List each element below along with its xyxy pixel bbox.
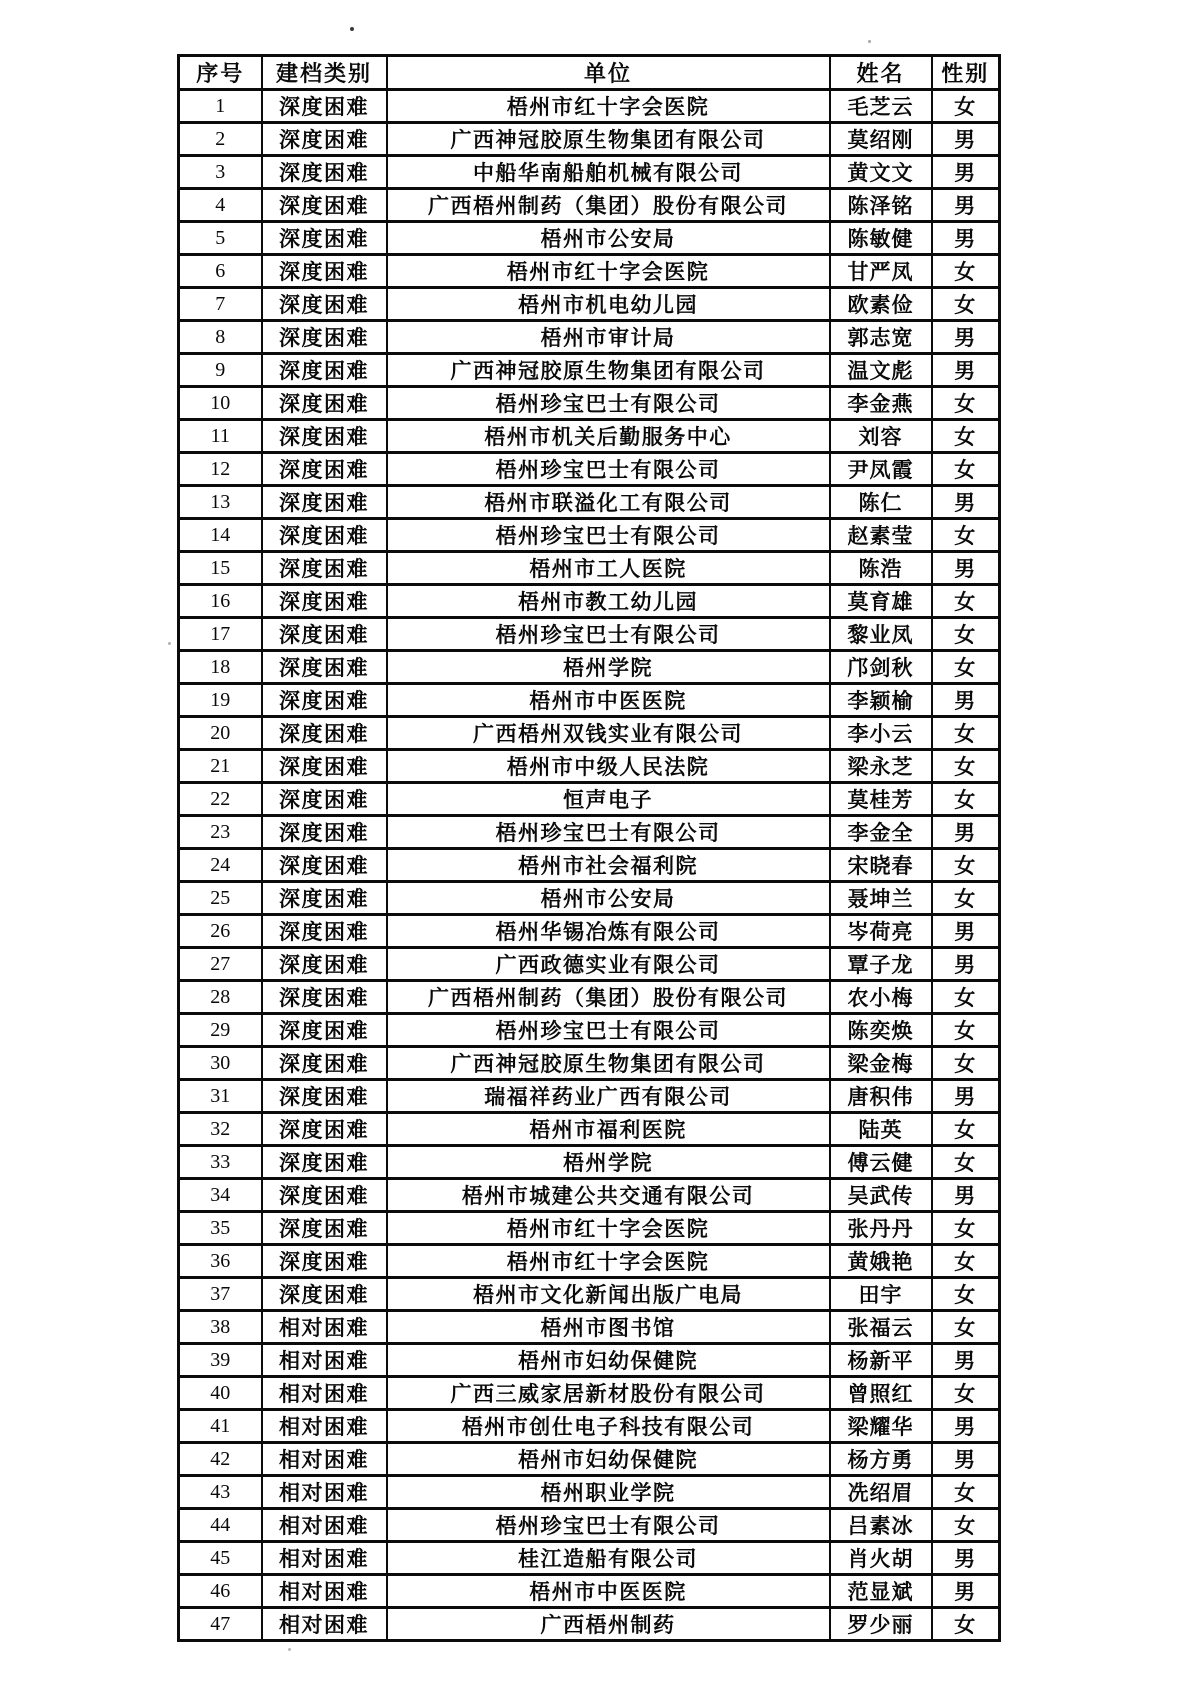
cell-name: 甘严凤	[830, 255, 932, 288]
cell-gender: 男	[932, 915, 1000, 948]
cell-category: 深度困难	[262, 1146, 387, 1179]
cell-serial: 31	[179, 1080, 262, 1113]
table-row	[179, 1179, 1000, 1212]
cell-name: 梁耀华	[830, 1410, 932, 1443]
cell-category: 深度困难	[262, 618, 387, 651]
cell-unit: 梧州市创仕电子科技有限公司	[387, 1410, 830, 1443]
cell-category: 深度困难	[262, 123, 387, 156]
table-row	[179, 1113, 1000, 1146]
cell-unit: 梧州市社会福利院	[387, 849, 830, 882]
cell-serial: 43	[179, 1476, 262, 1509]
cell-gender: 男	[932, 1344, 1000, 1377]
cell-unit: 梧州市中医医院	[387, 684, 830, 717]
cell-unit: 梧州市公安局	[387, 882, 830, 915]
cell-unit: 广西神冠胶原生物集团有限公司	[387, 1047, 830, 1080]
cell-name: 郭志宽	[830, 321, 932, 354]
cell-name: 岑荷亮	[830, 915, 932, 948]
cell-gender: 男	[932, 948, 1000, 981]
scan-speck	[868, 40, 871, 43]
cell-category: 相对困难	[262, 1608, 387, 1641]
cell-serial: 15	[179, 552, 262, 585]
cell-gender: 女	[932, 1146, 1000, 1179]
cell-name: 陈敏健	[830, 222, 932, 255]
cell-serial: 44	[179, 1509, 262, 1542]
cell-unit: 广西梧州双钱实业有限公司	[387, 717, 830, 750]
cell-name: 肖火胡	[830, 1542, 932, 1575]
table-row	[179, 1080, 1000, 1113]
table-row	[179, 1212, 1000, 1245]
table-row	[179, 1014, 1000, 1047]
cell-gender: 男	[932, 1080, 1000, 1113]
cell-serial: 20	[179, 717, 262, 750]
cell-unit: 梧州市红十字会医院	[387, 255, 830, 288]
cell-gender: 男	[932, 321, 1000, 354]
cell-category: 深度困难	[262, 90, 387, 123]
cell-name: 尹凤霞	[830, 453, 932, 486]
table-row	[179, 453, 1000, 486]
cell-gender: 女	[932, 1608, 1000, 1641]
cell-unit: 广西梧州制药（集团）股份有限公司	[387, 189, 830, 222]
cell-name: 杨新平	[830, 1344, 932, 1377]
table-row	[179, 255, 1000, 288]
cell-gender: 男	[932, 1542, 1000, 1575]
cell-serial: 2	[179, 123, 262, 156]
cell-name: 莫桂芳	[830, 783, 932, 816]
cell-gender: 女	[932, 288, 1000, 321]
cell-gender: 女	[932, 1014, 1000, 1047]
cell-category: 相对困难	[262, 1344, 387, 1377]
cell-gender: 女	[932, 717, 1000, 750]
cell-category: 深度困难	[262, 321, 387, 354]
cell-serial: 1	[179, 90, 262, 123]
difficulty-roster-table	[177, 54, 1001, 1642]
cell-category: 深度困难	[262, 288, 387, 321]
table-row	[179, 1245, 1000, 1278]
cell-gender: 女	[932, 1509, 1000, 1542]
cell-gender: 男	[932, 156, 1000, 189]
cell-gender: 女	[932, 1245, 1000, 1278]
cell-gender: 女	[932, 255, 1000, 288]
cell-category: 深度困难	[262, 156, 387, 189]
table-row	[179, 1278, 1000, 1311]
cell-unit: 梧州珍宝巴士有限公司	[387, 618, 830, 651]
cell-category: 深度困难	[262, 750, 387, 783]
cell-category: 相对困难	[262, 1377, 387, 1410]
cell-serial: 42	[179, 1443, 262, 1476]
cell-serial: 37	[179, 1278, 262, 1311]
cell-serial: 3	[179, 156, 262, 189]
cell-unit: 梧州市城建公共交通有限公司	[387, 1179, 830, 1212]
table-row	[179, 321, 1000, 354]
cell-unit: 广西三威家居新材股份有限公司	[387, 1377, 830, 1410]
cell-name: 黄娥艳	[830, 1245, 932, 1278]
cell-name: 邝剑秋	[830, 651, 932, 684]
cell-name: 聂坤兰	[830, 882, 932, 915]
cell-unit: 恒声电子	[387, 783, 830, 816]
cell-serial: 30	[179, 1047, 262, 1080]
cell-unit: 梧州学院	[387, 651, 830, 684]
table-row	[179, 717, 1000, 750]
table-row	[179, 288, 1000, 321]
cell-serial: 24	[179, 849, 262, 882]
cell-unit: 梧州市中级人民法院	[387, 750, 830, 783]
cell-serial: 9	[179, 354, 262, 387]
cell-serial: 26	[179, 915, 262, 948]
table-row	[179, 1047, 1000, 1080]
cell-name: 莫绍刚	[830, 123, 932, 156]
cell-serial: 28	[179, 981, 262, 1014]
cell-unit: 梧州珍宝巴士有限公司	[387, 1014, 830, 1047]
cell-category: 深度困难	[262, 1179, 387, 1212]
cell-category: 深度困难	[262, 1212, 387, 1245]
table-row	[179, 816, 1000, 849]
cell-category: 深度困难	[262, 354, 387, 387]
cell-unit: 梧州市图书馆	[387, 1311, 830, 1344]
cell-unit: 梧州市妇幼保健院	[387, 1344, 830, 1377]
cell-gender: 女	[932, 981, 1000, 1014]
table-row	[179, 1509, 1000, 1542]
table-row	[179, 651, 1000, 684]
cell-serial: 41	[179, 1410, 262, 1443]
cell-name: 田宇	[830, 1278, 932, 1311]
table-row	[179, 684, 1000, 717]
cell-category: 深度困难	[262, 1113, 387, 1146]
cell-name: 赵素莹	[830, 519, 932, 552]
table-row	[179, 1410, 1000, 1443]
cell-serial: 35	[179, 1212, 262, 1245]
scan-speck	[288, 1648, 291, 1651]
table-row	[179, 1476, 1000, 1509]
cell-serial: 12	[179, 453, 262, 486]
cell-serial: 10	[179, 387, 262, 420]
cell-unit: 梧州市红十字会医院	[387, 1212, 830, 1245]
table-row	[179, 1443, 1000, 1476]
cell-name: 陈浩	[830, 552, 932, 585]
cell-serial: 11	[179, 420, 262, 453]
cell-name: 张丹丹	[830, 1212, 932, 1245]
cell-serial: 32	[179, 1113, 262, 1146]
scan-speck	[168, 642, 171, 645]
cell-gender: 女	[932, 1311, 1000, 1344]
cell-gender: 女	[932, 651, 1000, 684]
table-row	[179, 1311, 1000, 1344]
cell-category: 相对困难	[262, 1509, 387, 1542]
cell-serial: 4	[179, 189, 262, 222]
column-header-category: 建档类别	[262, 56, 387, 90]
table-row	[179, 387, 1000, 420]
cell-unit: 梧州市工人医院	[387, 552, 830, 585]
table-row	[179, 750, 1000, 783]
cell-name: 陈仁	[830, 486, 932, 519]
table-row	[179, 915, 1000, 948]
cell-name: 梁永芝	[830, 750, 932, 783]
cell-category: 深度困难	[262, 1014, 387, 1047]
cell-gender: 男	[932, 684, 1000, 717]
cell-gender: 女	[932, 519, 1000, 552]
cell-gender: 男	[932, 1575, 1000, 1608]
cell-category: 深度困难	[262, 816, 387, 849]
cell-serial: 34	[179, 1179, 262, 1212]
cell-name: 曾照红	[830, 1377, 932, 1410]
cell-category: 深度困难	[262, 222, 387, 255]
table-row	[179, 783, 1000, 816]
cell-name: 范显斌	[830, 1575, 932, 1608]
cell-unit: 梧州市教工幼儿园	[387, 585, 830, 618]
cell-serial: 25	[179, 882, 262, 915]
cell-unit: 梧州市中医医院	[387, 1575, 830, 1608]
cell-gender: 男	[932, 1443, 1000, 1476]
cell-gender: 女	[932, 1212, 1000, 1245]
cell-serial: 21	[179, 750, 262, 783]
cell-serial: 8	[179, 321, 262, 354]
cell-serial: 39	[179, 1344, 262, 1377]
cell-name: 莫育雄	[830, 585, 932, 618]
cell-category: 深度困难	[262, 453, 387, 486]
cell-name: 李小云	[830, 717, 932, 750]
cell-unit: 梧州市文化新闻出版广电局	[387, 1278, 830, 1311]
cell-name: 傅云健	[830, 1146, 932, 1179]
cell-gender: 女	[932, 585, 1000, 618]
cell-gender: 女	[932, 90, 1000, 123]
cell-name: 温文彪	[830, 354, 932, 387]
cell-gender: 男	[932, 552, 1000, 585]
cell-unit: 梧州珍宝巴士有限公司	[387, 387, 830, 420]
cell-serial: 23	[179, 816, 262, 849]
cell-serial: 5	[179, 222, 262, 255]
cell-serial: 14	[179, 519, 262, 552]
table-row	[179, 1344, 1000, 1377]
column-header-unit: 单位	[387, 56, 830, 90]
table-row	[179, 90, 1000, 123]
cell-serial: 29	[179, 1014, 262, 1047]
cell-unit: 梧州市红十字会医院	[387, 90, 830, 123]
cell-unit: 梧州市妇幼保健院	[387, 1443, 830, 1476]
cell-unit: 梧州市机关后勤服务中心	[387, 420, 830, 453]
cell-unit: 瑞福祥药业广西有限公司	[387, 1080, 830, 1113]
cell-serial: 36	[179, 1245, 262, 1278]
cell-serial: 40	[179, 1377, 262, 1410]
cell-category: 深度困难	[262, 948, 387, 981]
cell-category: 深度困难	[262, 783, 387, 816]
cell-name: 刘容	[830, 420, 932, 453]
table-container	[177, 54, 1001, 1642]
cell-category: 深度困难	[262, 255, 387, 288]
cell-unit: 广西神冠胶原生物集团有限公司	[387, 123, 830, 156]
cell-gender: 女	[932, 882, 1000, 915]
cell-serial: 45	[179, 1542, 262, 1575]
cell-name: 毛芝云	[830, 90, 932, 123]
cell-unit: 梧州珍宝巴士有限公司	[387, 816, 830, 849]
cell-gender: 女	[932, 1377, 1000, 1410]
cell-unit: 梧州珍宝巴士有限公司	[387, 453, 830, 486]
cell-gender: 女	[932, 1278, 1000, 1311]
cell-name: 黎业凤	[830, 618, 932, 651]
cell-gender: 女	[932, 849, 1000, 882]
cell-name: 陈奕焕	[830, 1014, 932, 1047]
cell-serial: 18	[179, 651, 262, 684]
cell-serial: 7	[179, 288, 262, 321]
cell-gender: 女	[932, 453, 1000, 486]
cell-unit: 广西神冠胶原生物集团有限公司	[387, 354, 830, 387]
table-body	[179, 90, 1000, 1641]
cell-serial: 6	[179, 255, 262, 288]
cell-gender: 女	[932, 387, 1000, 420]
cell-gender: 男	[932, 1410, 1000, 1443]
cell-category: 深度困难	[262, 915, 387, 948]
cell-name: 欧素俭	[830, 288, 932, 321]
table-row	[179, 1377, 1000, 1410]
cell-name: 李金全	[830, 816, 932, 849]
cell-gender: 男	[932, 486, 1000, 519]
cell-name: 宋晓春	[830, 849, 932, 882]
table-row	[179, 1146, 1000, 1179]
table-row	[179, 486, 1000, 519]
table-row	[179, 882, 1000, 915]
cell-gender: 女	[932, 1476, 1000, 1509]
cell-serial: 46	[179, 1575, 262, 1608]
cell-serial: 17	[179, 618, 262, 651]
cell-unit: 梧州职业学院	[387, 1476, 830, 1509]
cell-gender: 男	[932, 189, 1000, 222]
cell-category: 深度困难	[262, 717, 387, 750]
cell-category: 深度困难	[262, 420, 387, 453]
cell-unit: 梧州珍宝巴士有限公司	[387, 1509, 830, 1542]
cell-name: 覃子龙	[830, 948, 932, 981]
cell-name: 李金燕	[830, 387, 932, 420]
table-row	[179, 420, 1000, 453]
cell-category: 深度困难	[262, 981, 387, 1014]
header-row	[179, 56, 1000, 90]
cell-serial: 38	[179, 1311, 262, 1344]
cell-category: 深度困难	[262, 585, 387, 618]
cell-serial: 33	[179, 1146, 262, 1179]
cell-name: 陆英	[830, 1113, 932, 1146]
column-header-gender: 性别	[932, 56, 1000, 90]
cell-gender: 女	[932, 750, 1000, 783]
cell-serial: 19	[179, 684, 262, 717]
table-row	[179, 156, 1000, 189]
cell-unit: 梧州华锡冶炼有限公司	[387, 915, 830, 948]
scan-speck	[350, 27, 354, 31]
cell-unit: 桂江造船有限公司	[387, 1542, 830, 1575]
cell-category: 深度困难	[262, 189, 387, 222]
table-row	[179, 1575, 1000, 1608]
table-row	[179, 849, 1000, 882]
cell-serial: 47	[179, 1608, 262, 1641]
table-row	[179, 123, 1000, 156]
cell-category: 相对困难	[262, 1542, 387, 1575]
cell-name: 梁金梅	[830, 1047, 932, 1080]
table-row	[179, 354, 1000, 387]
cell-name: 杨方勇	[830, 1443, 932, 1476]
cell-gender: 男	[932, 123, 1000, 156]
table-header	[179, 56, 1000, 90]
cell-category: 深度困难	[262, 849, 387, 882]
table-row	[179, 552, 1000, 585]
cell-unit: 梧州学院	[387, 1146, 830, 1179]
cell-gender: 女	[932, 420, 1000, 453]
cell-name: 罗少丽	[830, 1608, 932, 1641]
cell-serial: 16	[179, 585, 262, 618]
cell-name: 张福云	[830, 1311, 932, 1344]
table-row	[179, 618, 1000, 651]
table-row	[179, 222, 1000, 255]
cell-category: 深度困难	[262, 387, 387, 420]
table-row	[179, 189, 1000, 222]
cell-category: 深度困难	[262, 552, 387, 585]
table-row	[179, 519, 1000, 552]
cell-unit: 梧州市公安局	[387, 222, 830, 255]
cell-unit: 梧州市机电幼儿园	[387, 288, 830, 321]
cell-name: 黄文文	[830, 156, 932, 189]
cell-category: 深度困难	[262, 1080, 387, 1113]
cell-unit: 广西梧州制药	[387, 1608, 830, 1641]
cell-gender: 男	[932, 354, 1000, 387]
cell-category: 深度困难	[262, 882, 387, 915]
cell-category: 深度困难	[262, 684, 387, 717]
cell-gender: 女	[932, 1113, 1000, 1146]
cell-name: 陈泽铭	[830, 189, 932, 222]
cell-gender: 男	[932, 1179, 1000, 1212]
cell-gender: 女	[932, 618, 1000, 651]
table-row	[179, 585, 1000, 618]
cell-serial: 27	[179, 948, 262, 981]
cell-name: 吕素冰	[830, 1509, 932, 1542]
cell-category: 相对困难	[262, 1476, 387, 1509]
cell-category: 深度困难	[262, 651, 387, 684]
cell-category: 深度困难	[262, 519, 387, 552]
cell-category: 相对困难	[262, 1410, 387, 1443]
table-row	[179, 981, 1000, 1014]
cell-name: 吴武传	[830, 1179, 932, 1212]
cell-unit: 梧州市联溢化工有限公司	[387, 486, 830, 519]
table-row	[179, 1542, 1000, 1575]
cell-unit: 中船华南船舶机械有限公司	[387, 156, 830, 189]
cell-category: 深度困难	[262, 1047, 387, 1080]
cell-gender: 女	[932, 1047, 1000, 1080]
column-header-serial: 序号	[179, 56, 262, 90]
cell-name: 李颖榆	[830, 684, 932, 717]
cell-category: 相对困难	[262, 1575, 387, 1608]
column-header-name: 姓名	[830, 56, 932, 90]
table-row	[179, 1608, 1000, 1641]
cell-category: 深度困难	[262, 1278, 387, 1311]
cell-unit: 广西梧州制药（集团）股份有限公司	[387, 981, 830, 1014]
cell-name: 农小梅	[830, 981, 932, 1014]
cell-category: 相对困难	[262, 1311, 387, 1344]
cell-category: 深度困难	[262, 486, 387, 519]
cell-unit: 梧州珍宝巴士有限公司	[387, 519, 830, 552]
cell-name: 唐积伟	[830, 1080, 932, 1113]
cell-serial: 13	[179, 486, 262, 519]
cell-gender: 男	[932, 816, 1000, 849]
table-row	[179, 948, 1000, 981]
cell-category: 相对困难	[262, 1443, 387, 1476]
cell-gender: 女	[932, 783, 1000, 816]
cell-unit: 梧州市福利医院	[387, 1113, 830, 1146]
cell-category: 深度困难	[262, 1245, 387, 1278]
cell-unit: 广西政德实业有限公司	[387, 948, 830, 981]
cell-unit: 梧州市红十字会医院	[387, 1245, 830, 1278]
cell-unit: 梧州市审计局	[387, 321, 830, 354]
cell-name: 冼绍眉	[830, 1476, 932, 1509]
cell-gender: 男	[932, 222, 1000, 255]
cell-serial: 22	[179, 783, 262, 816]
